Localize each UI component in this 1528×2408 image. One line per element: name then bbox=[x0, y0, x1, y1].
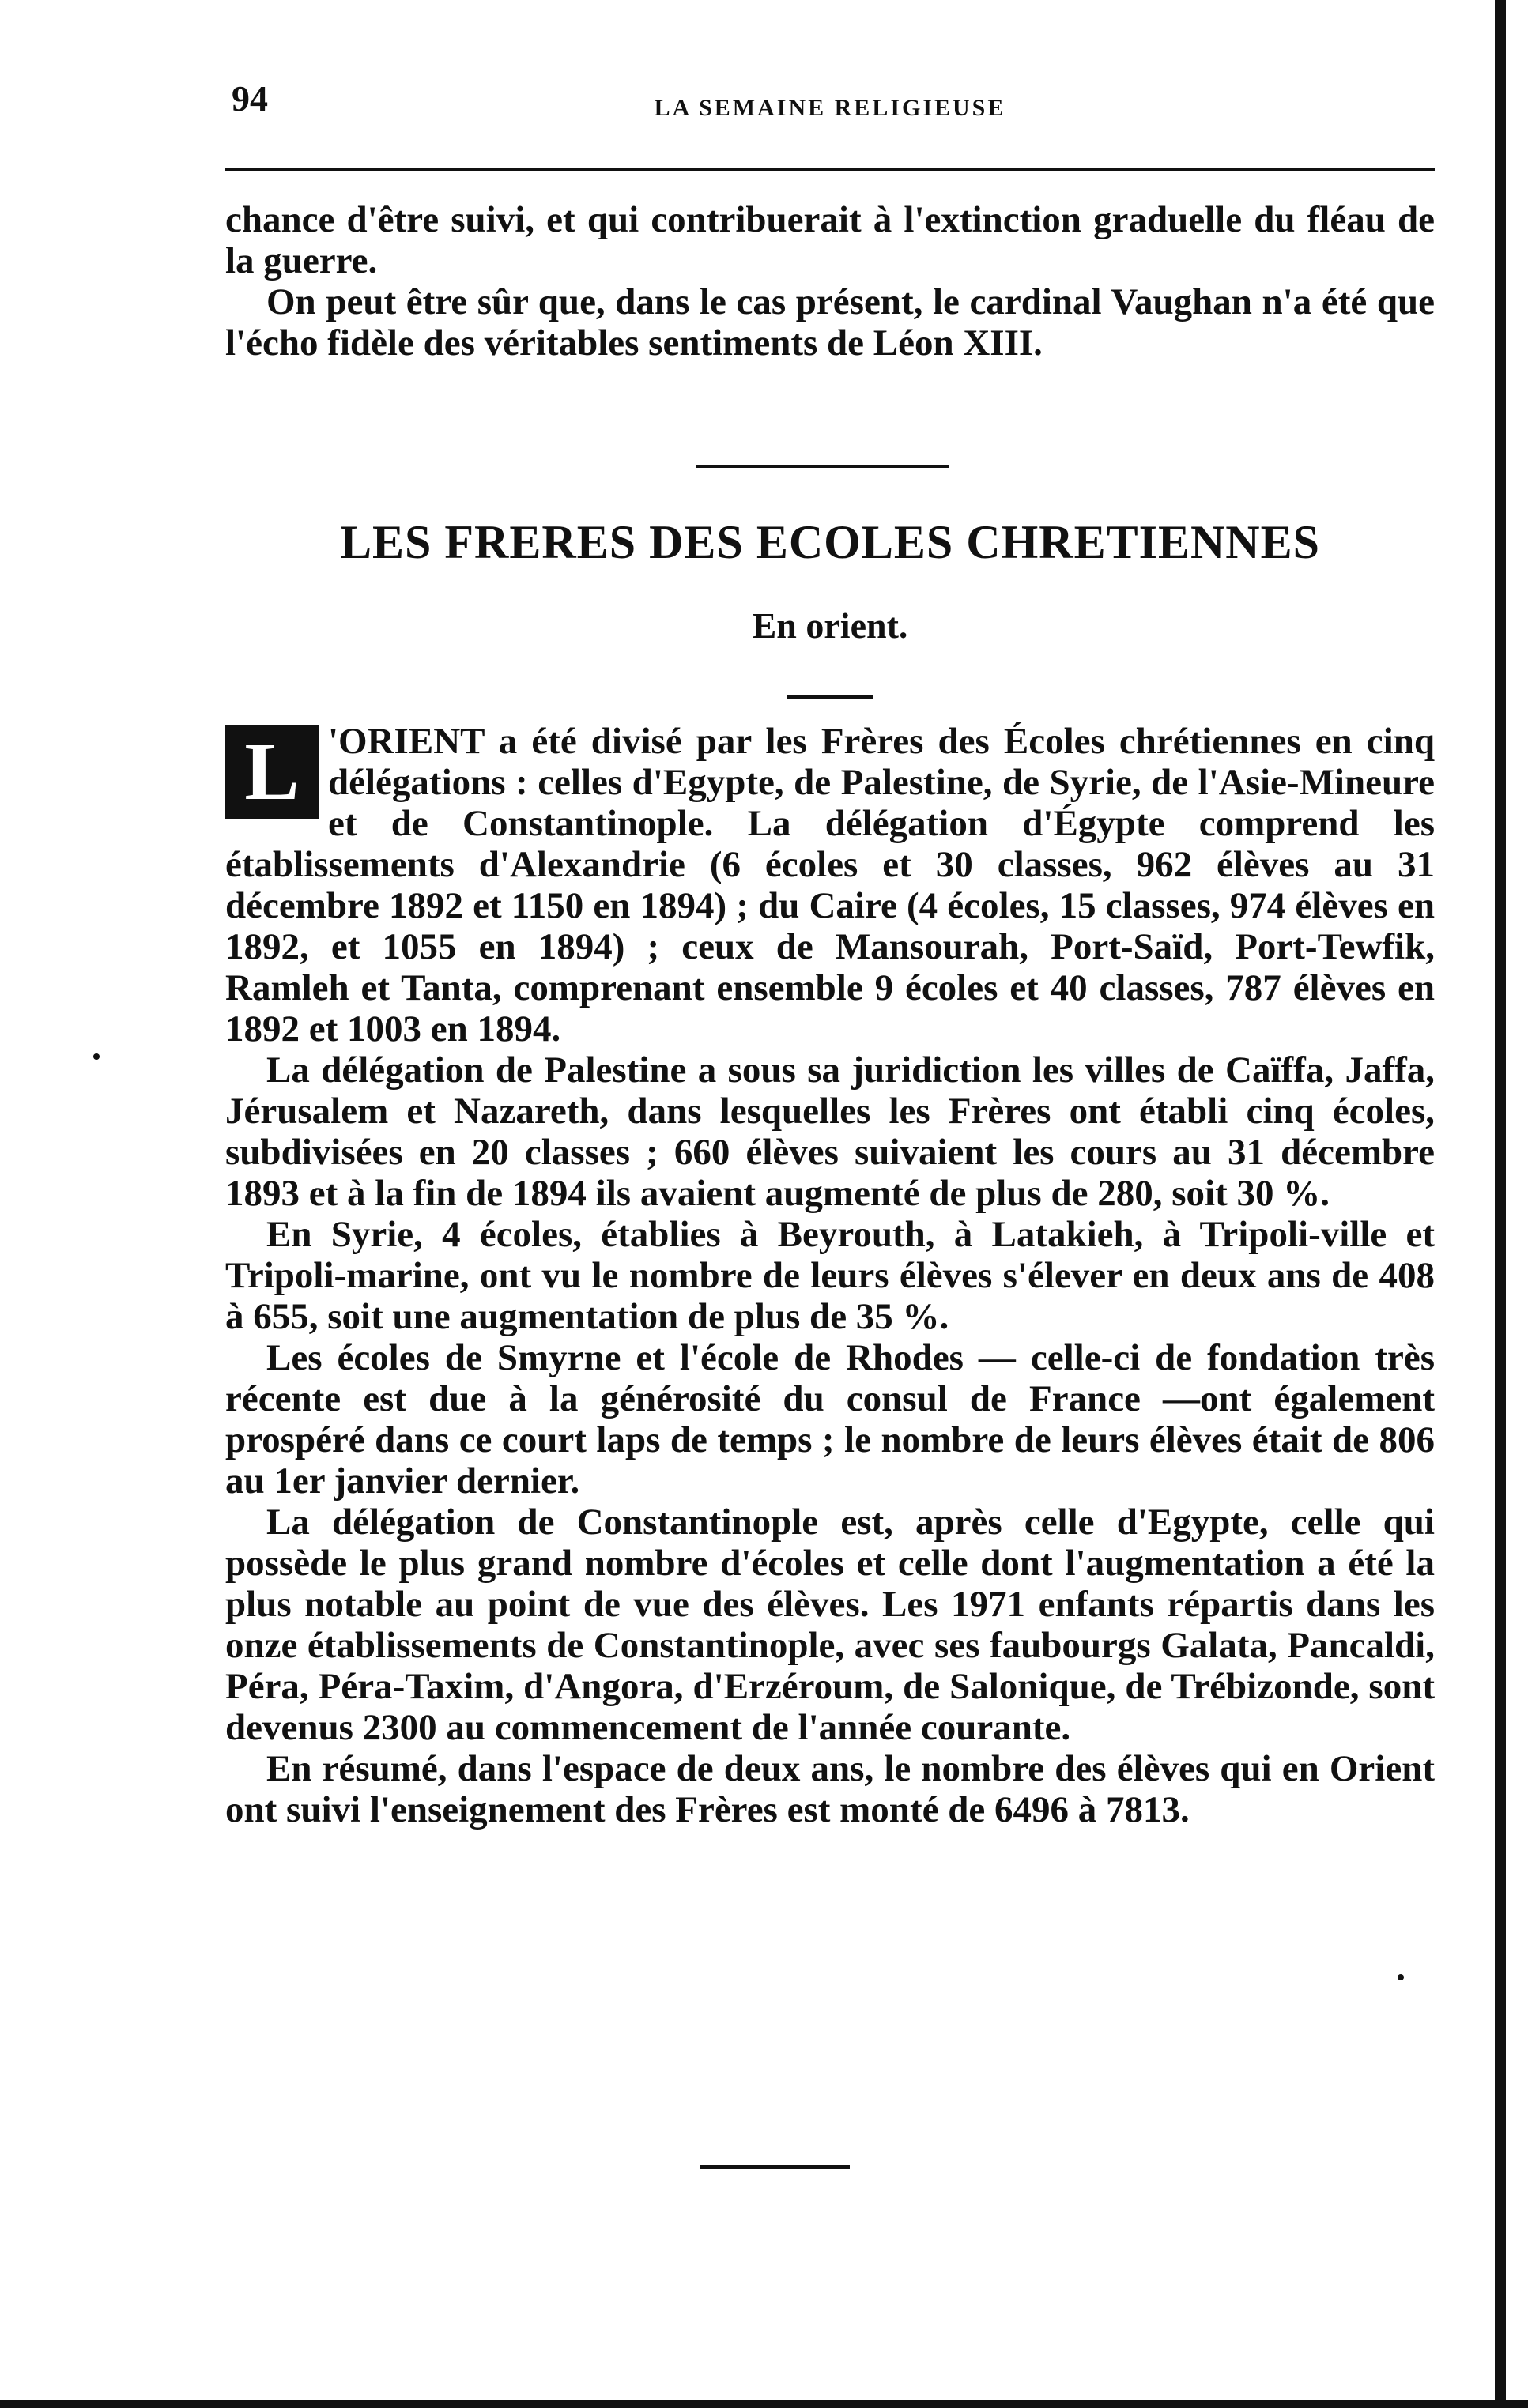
continuation-paragraph: On peut être sûr que, dans le cas présent, le cardinal Vaughan n'a été que l'écho fidèle des véritables sentiments de Léon XIII. bbox=[225, 281, 1435, 364]
continuation-text bbox=[225, 199, 1435, 364]
page-header bbox=[225, 70, 1435, 133]
article-paragraph-text: 'ORIENT a été divisé par les Frères des Écoles chrétiennes en cinq délégations : celles d'Egypte, de Palestine, de Syrie, de l'Asie-Mineure et de Constantinople. La délégation d'Égypte comprend les établissements d'Alexandrie (6 écoles et 30 classes, 962 élèves au 31 décembre 1892 et 1150 en 1894) ; du Caire (4 écoles, 15 classes, 974 élèves en 1892, et 1055 en 1894) ; ceux de Mansourah, Port-Saïd, Port-Tewfik, Ramleh et Tanta, comprenant ensemble 9 écoles et 40 classes, 787 élèves en 1892 et 1003 en 1894. bbox=[225, 721, 1435, 1049]
subtitle-divider bbox=[787, 695, 873, 699]
article-paragraph: Les écoles de Smyrne et l'école de Rhodes — celle-ci de fondation très récente est due à la générosité du consul de France —ont également prospéré dans ce court laps de temps ; le nombre de leurs élèves était de 806 au 1er janvier dernier. bbox=[225, 1337, 1435, 1502]
section-divider bbox=[696, 465, 949, 468]
article-body bbox=[225, 721, 1435, 1830]
article-paragraph bbox=[225, 721, 1435, 1049]
article-paragraph: En résumé, dans l'espace de deux ans, le nombre des élèves qui en Orient ont suivi l'enseignement des Frères est monté de 6496 à 7813. bbox=[225, 1748, 1435, 1830]
article-paragraph: La délégation de Constantinople est, après celle d'Egypte, celle qui possède le plus grand nombre d'écoles et celle dont l'augmentation a été la plus notable au point de vue des élèves. Les 1971 enfants répartis dans les onze établissements de Constantinople, avec ses faubourgs Galata, Pancaldi, Péra, Péra-Taxim, d'Angora, d'Erzéroum, de Salonique, de Trébizonde, sont devenus 2300 au commencement de l'année courante. bbox=[225, 1502, 1435, 1748]
header-rule bbox=[225, 168, 1435, 171]
scan-speck bbox=[93, 1053, 100, 1060]
scan-speck bbox=[1398, 1974, 1404, 1980]
continuation-paragraph: chance d'être suivi, et qui contribuerait à l'extinction graduelle du fléau de la guerre. bbox=[225, 199, 1435, 281]
running-title: LA SEMAINE RELIGIEUSE bbox=[654, 95, 1006, 121]
page-edge-border bbox=[1495, 0, 1506, 2408]
article-paragraph: La délégation de Palestine a sous sa juridiction les villes de Caïffa, Jaffa, Jérusalem et Nazareth, dans lesquelles les Frères ont établi cinq écoles, subdivisées en 20 classes ; 660 élèves suivaient les cours au 31 décembre 1893 et à la fin de 1894 ils avaient augmenté de plus de 280, soit 30 %. bbox=[225, 1049, 1435, 1214]
article-paragraph: En Syrie, 4 écoles, établies à Beyrouth, à Latakieh, à Tripoli-ville et Tripoli-marine, ont vu le nombre de leurs élèves s'élever en deux ans de 408 à 655, soit une augmentation de plus de 35 %. bbox=[225, 1214, 1435, 1337]
article-subtitle: En orient. bbox=[752, 605, 908, 646]
page-number: 94 bbox=[232, 78, 268, 119]
page-bottom-border bbox=[0, 2400, 1528, 2408]
dropcap-initial: L bbox=[225, 725, 319, 819]
end-divider bbox=[700, 2165, 850, 2169]
article-title: LES FRERES DES ECOLES CHRETIENNES bbox=[339, 516, 1321, 568]
